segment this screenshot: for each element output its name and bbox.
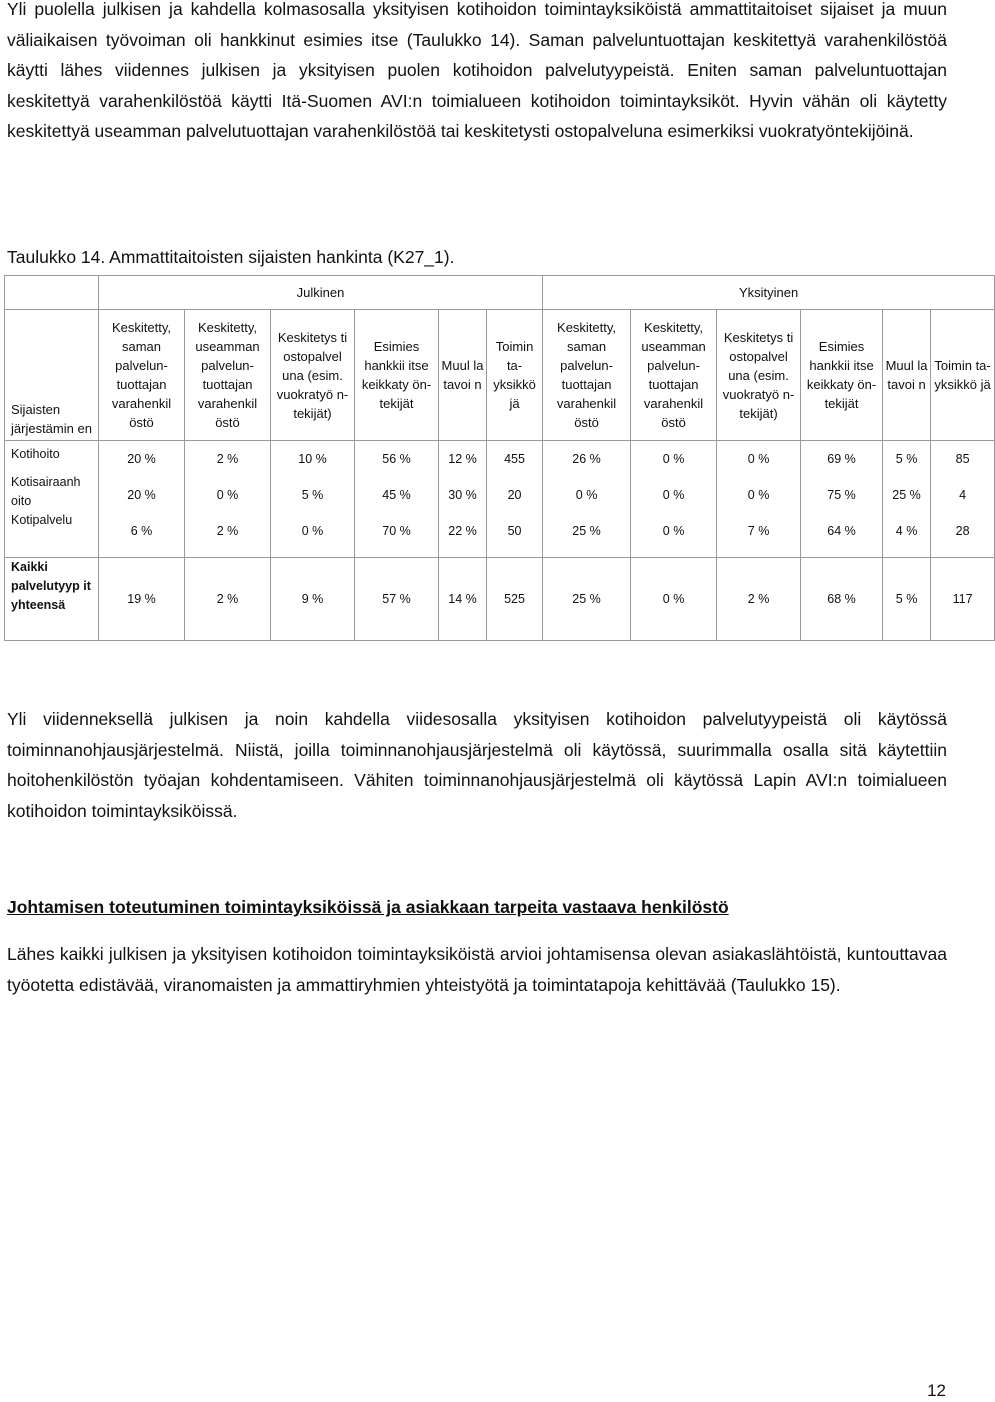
intro-paragraph: Yli puolella julkisen ja kahdella kolmasosalla yksityisen kotihoidon toimintayksiköistä ammattitaitoiset sijaiset ja muun väliaikaisen työvoiman oli hankkinut esimies itse (Taulukko 14). Saman palveluntuottajan keskitettyä varahenkilöstöä käytti lähes viidennes julkisen ja yksityisen puolen kotihoidon palvelutyypeistä. Eniten saman palveluntuottajan keskitettyä varahenkilöstöä käytti Itä-Suomen AVI:n toimialueen kotihoidon toimintayksiköt. Hyvin vähän oli käytetty keskitettyä useamman palvelutuottajan varahenkilöstöä tai keskitetysti ostopalveluna esimerkiksi vuokratyöntekijöinä. bbox=[7, 0, 947, 141]
paragraph-after-table: Yli viidenneksellä julkisen ja noin kahdella viidesosalla yksityisen kotihoidon palvelutyypeistä oli käytössä toiminnanohjausjärjestelmä. Niistä, joilla toiminnanohjausjärjestelmä oli käytössä, suurimmalla osalla sitä käytettiin hoitohenkilöstön työajan kohdentamiseen. Vähiten toiminnanohjausjärjestelmä oli käytössä Lapin AVI:n toimialueen kotihoidon toimintayksiköissä. bbox=[7, 709, 947, 821]
group-header-public: Julkinen bbox=[99, 276, 543, 310]
total-value: 14 % bbox=[439, 558, 487, 641]
value-column: 69 % 75 % 64 % bbox=[801, 441, 883, 558]
total-value: 0 % bbox=[631, 558, 717, 641]
column-header: Keskitetys ti ostopalvel una (esim. vuokratyö n-tekijät) bbox=[717, 310, 801, 441]
total-value: 525 bbox=[487, 558, 543, 641]
column-header: Toimin ta-yksikkö jä bbox=[487, 310, 543, 441]
row-labels-cell bbox=[5, 441, 99, 558]
total-value: 25 % bbox=[543, 558, 631, 641]
column-header: Keskitetty, useamman palvelun-tuottajan varahenkil östö bbox=[631, 310, 717, 441]
row-header-label: Sijaisten järjestämin en bbox=[5, 310, 99, 441]
total-value: 19 % bbox=[99, 558, 185, 641]
total-value: 9 % bbox=[271, 558, 355, 641]
column-header: Keskitetys ti ostopalvel una (esim. vuokratyö n-tekijät) bbox=[271, 310, 355, 441]
value-column: 0 % 0 % 7 % bbox=[717, 441, 801, 558]
column-header: Muul la tavoi n bbox=[883, 310, 931, 441]
row-label-kotihoito: Kotihoito bbox=[11, 447, 60, 461]
row-label-total: Kaikki palvelutyyp it yhteensä bbox=[5, 558, 99, 641]
corner-cell bbox=[5, 276, 99, 310]
column-header: Muul la tavoi n bbox=[439, 310, 487, 441]
value-column: 12 % 30 % 22 % bbox=[439, 441, 487, 558]
table-caption: Taulukko 14. Ammattitaitoisten sijaisten hankinta (K27_1). bbox=[7, 247, 455, 267]
column-header: Keskitetty, saman palvelun-tuottajan varahenkil östö bbox=[543, 310, 631, 441]
value-column: 26 % 0 % 25 % bbox=[543, 441, 631, 558]
closing-paragraph: Lähes kaikki julkisen ja yksityisen kotihoidon toimintayksiköistä arvioi johtamisensa olevan asiakaslähtöistä, kuntouttavaa työotetta edistävää, viranomaisten ja ammattiryhmien yhteistyötä ja toimintatapoja kehittävää (Taulukko 15). bbox=[7, 944, 947, 995]
page-number: 12 bbox=[927, 1381, 946, 1400]
total-value: 2 % bbox=[185, 558, 271, 641]
total-value: 2 % bbox=[717, 558, 801, 641]
value-column: 0 % 0 % 0 % bbox=[631, 441, 717, 558]
section-heading: Johtamisen toteutuminen toimintayksiköissä ja asiakkaan tarpeita vastaava henkilöstö bbox=[7, 897, 729, 917]
substitute-procurement-table bbox=[4, 275, 995, 641]
group-header-private: Yksityinen bbox=[543, 276, 995, 310]
value-column: 2 % 0 % 2 % bbox=[185, 441, 271, 558]
value-column: 455 20 50 bbox=[487, 441, 543, 558]
value-column: 85 4 28 bbox=[931, 441, 995, 558]
column-header: Esimies hankkii itse keikkaty ön-tekijät bbox=[801, 310, 883, 441]
total-value: 5 % bbox=[883, 558, 931, 641]
column-header: Keskitetty, saman palvelun-tuottajan varahenkil östö bbox=[99, 310, 185, 441]
row-label-kotisairaanhoito: Kotisairaanh oito bbox=[11, 475, 81, 508]
value-column: 56 % 45 % 70 % bbox=[355, 441, 439, 558]
total-value: 68 % bbox=[801, 558, 883, 641]
column-header: Esimies hankkii itse keikkaty ön-tekijät bbox=[355, 310, 439, 441]
column-header: Toimin ta-yksikkö jä bbox=[931, 310, 995, 441]
total-value: 57 % bbox=[355, 558, 439, 641]
column-header: Keskitetty, useamman palvelun-tuottajan varahenkil östö bbox=[185, 310, 271, 441]
value-column: 10 % 5 % 0 % bbox=[271, 441, 355, 558]
row-label-kotipalvelu: Kotipalvelu bbox=[11, 513, 73, 527]
value-column: 5 % 25 % 4 % bbox=[883, 441, 931, 558]
total-value: 117 bbox=[931, 558, 995, 641]
value-column: 20 % 20 % 6 % bbox=[99, 441, 185, 558]
